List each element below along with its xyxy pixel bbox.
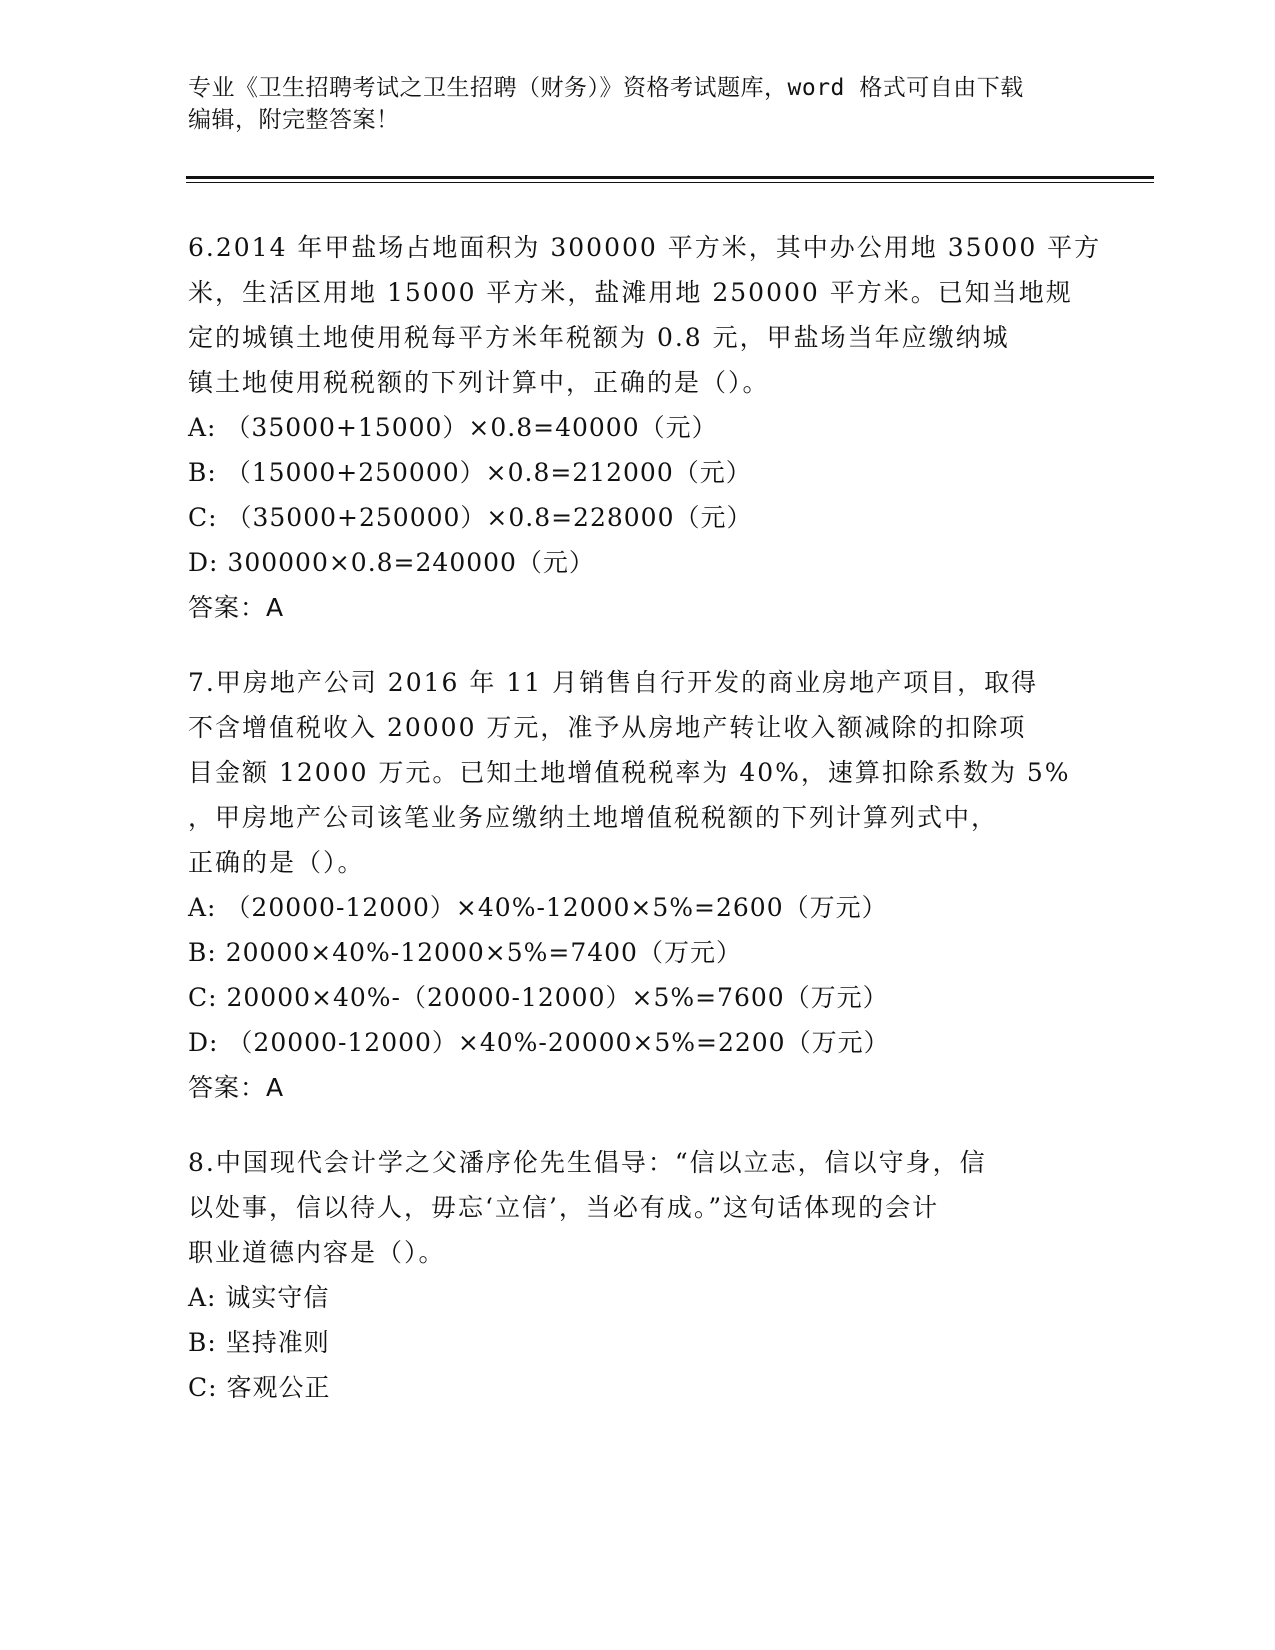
stem-line: 目金额 12000 万元。已知土地增值税税率为 40%，速算扣除系数为 5%: [188, 758, 1071, 787]
question-stem: [188, 660, 1088, 885]
question-7: [188, 660, 1088, 1110]
answer-label: 答案：A: [188, 593, 285, 622]
stem-line: ，甲房地产公司该笔业务应缴纳土地增值税税额的下列计算列式中，: [188, 803, 999, 832]
option-c: C: 客观公正: [188, 1373, 331, 1402]
option-c: C: （35000+250000）×0.8=228000（元）: [188, 503, 753, 532]
option-d: D: 300000×0.8=240000（元）: [188, 548, 595, 577]
option-a: A: 诚实守信: [188, 1283, 330, 1312]
option-a: A: （35000+15000）×0.8=40000（元）: [188, 413, 718, 442]
stem-line: 不含增值税收入 20000 万元，准予从房地产转让收入额减除的扣除项: [188, 713, 1027, 742]
option-b: B: 坚持准则: [188, 1328, 330, 1357]
answer-label: 答案：A: [188, 1073, 285, 1102]
stem-line: 米，生活区用地 15000 平方米，盐滩用地 250000 平方米。已知当地规: [188, 278, 1073, 307]
question-stem: [188, 1140, 1088, 1275]
stem-line: 职业道德内容是（）。: [188, 1238, 446, 1267]
header-line-2: 编辑，附完整答案！: [188, 107, 400, 133]
stem-line: 6.2014 年甲盐场占地面积为 300000 平方米，其中办公用地 35000 平方: [188, 233, 1102, 262]
stem-line: 7.甲房地产公司 2016 年 11 月销售自行开发的商业房地产项目，取得: [188, 668, 1039, 697]
option-a: A: （20000-12000）×40%-12000×5%=2600（万元）: [188, 893, 888, 922]
document-header: [188, 72, 1068, 136]
option-c: C: 20000×40%-（20000-12000）×5%=7600（万元）: [188, 983, 889, 1012]
stem-line: 正确的是（）。: [188, 848, 365, 877]
stem-line: 定的城镇土地使用税每平方米年税额为 0.8 元，甲盐场当年应缴纳城: [188, 323, 1010, 352]
question-stem: [188, 225, 1102, 405]
question-8: [188, 1140, 1088, 1410]
header-line-1: 专业《卫生招聘考试之卫生招聘（财务）》资格考试题库，word 格式可自由下载: [188, 75, 1024, 101]
stem-line: 以处事，信以待人，毋忘‘立信’，当必有成。”这句话体现的会计: [188, 1193, 940, 1222]
stem-line: 8.中国现代会计学之父潘序伦先生倡导：“信以立志，信以守身，信: [188, 1148, 987, 1177]
header-divider-thick: [186, 176, 1154, 179]
header-divider-thin: [186, 182, 1154, 183]
question-6: [188, 225, 1102, 630]
option-d: D: （20000-12000）×40%-20000×5%=2200（万元）: [188, 1028, 890, 1057]
option-b: B: 20000×40%-12000×5%=7400（万元）: [188, 938, 742, 967]
stem-line: 镇土地使用税税额的下列计算中，正确的是（）。: [188, 368, 770, 397]
option-b: B: （15000+250000）×0.8=212000（元）: [188, 458, 752, 487]
